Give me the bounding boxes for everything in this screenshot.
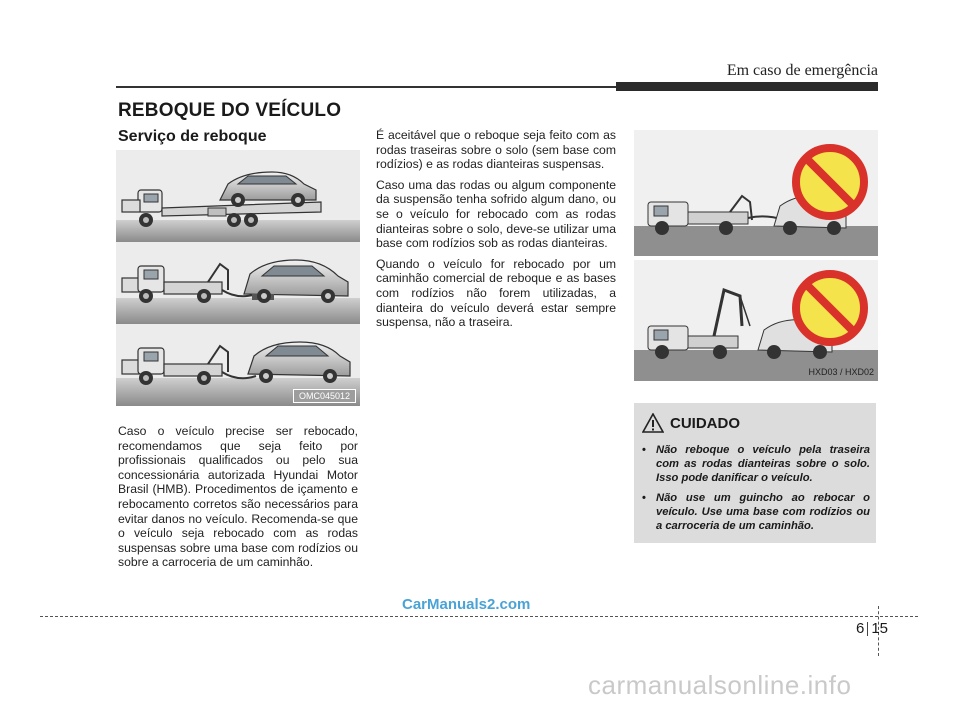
figure-caption-right: HXD03 / HXD02 [808,367,874,377]
towing-methods-illustration [116,150,360,406]
figure-caption-left: OMC045012 [293,389,356,403]
left-column-text [118,424,358,576]
middle-column-text [376,128,616,336]
header-rule-bar [616,82,878,91]
caution-list [638,443,870,539]
subsection-title: Serviço de reboque [118,128,267,145]
paragraph: Caso uma das rodas ou algum componente da suspensão tenha sofrido algum dano, ou se o veículo for rebocado com as rodas dianteiras sobre o solo, deve-se utilizar uma base com rodízios sob as rodas dianteiras. [376,177,616,251]
paragraph: É aceitável que o reboque seja feito com as rodas traseiras sobre o solo (sem base com rodízios) e as rodas dianteiras suspensas. [376,128,616,172]
watermark-link[interactable]: CarManuals2.com [402,596,531,613]
caution-item: • Não use um guincho ao rebocar o veículo. Use uma base com rodízios ou a carroceria de um caminhão. [642,492,870,532]
chapter-number: 6 [856,620,865,637]
page-number [856,620,888,637]
prohibited-towing-illustration [634,130,878,381]
towing-methods-drawing [116,150,360,406]
running-header: Em caso de emergência [726,62,878,79]
warning-triangle-icon [642,413,664,433]
header-rule [116,86,616,88]
paragraph: Caso o veículo precise ser rebocado, recomendamos que seja feito por profissionais qualificados ou pelo sua concessionária autorizada Hyundai Motor Brasil (HMB). Procedimentos de içamento e rebocamento corretos são necessários para evitar danos no veículo. Recomenda-se que o veículo seja rebocado com as rodas suspensas sobre uma base com rodízios ou sobre a carroceria de um caminhão. [118,424,358,570]
watermark-site: carmanualsonline.info [588,670,852,700]
caution-header [642,413,740,433]
prohibited-sign-icon [796,148,864,216]
caution-title: CUIDADO [670,414,740,432]
caution-item: • Não reboque o veículo pela traseira com as rodas dianteiras sobre o solo. Isso pode danificar o veículo. [642,444,870,484]
section-title: REBOQUE DO VEÍCULO [118,100,342,121]
prohibited-sign-icon [796,274,864,342]
footer-rule [40,616,918,617]
caution-box [634,403,876,543]
paragraph: Quando o veículo for rebocado por um caminhão comercial de reboque e as bases com rodízios não forem utilizadas, a dianteira do veículo deverá estar sempre suspensa, não a traseira. [376,256,616,330]
page-number-value: 15 [871,620,889,637]
prohibited-towing-drawing [634,130,878,381]
